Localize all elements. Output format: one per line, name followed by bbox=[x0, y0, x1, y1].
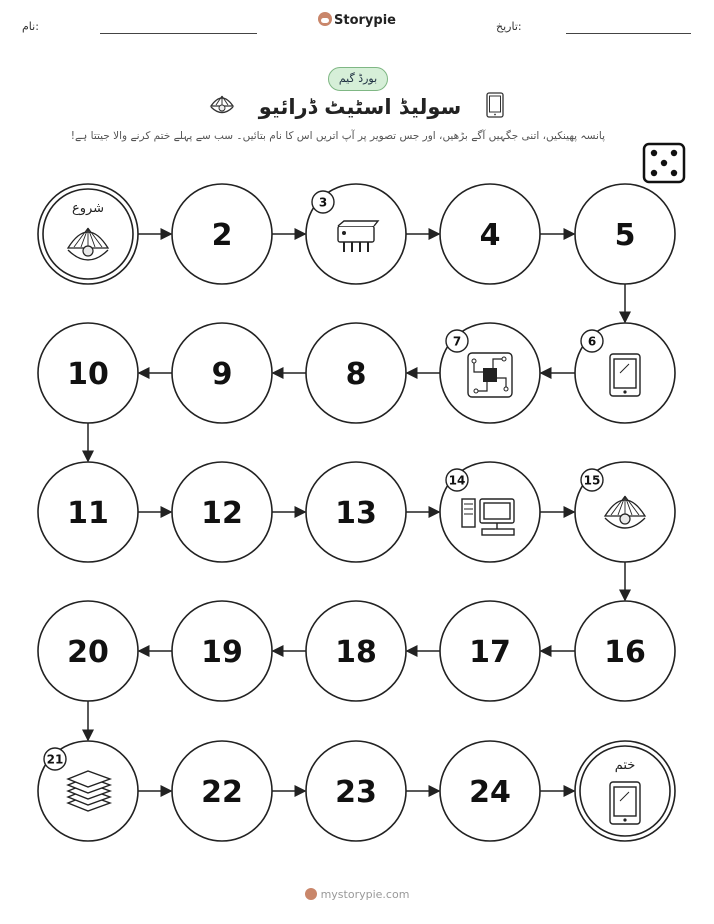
circuit-board-icon bbox=[468, 353, 512, 397]
space-number: 4 bbox=[479, 218, 501, 253]
title-text: سولیڈ اسٹیٹ ڈرائیو bbox=[258, 94, 462, 119]
board-space bbox=[575, 184, 675, 284]
space-number: 2 bbox=[211, 218, 233, 253]
footer-url bbox=[0, 888, 714, 901]
footer-text: mystorypie.com bbox=[320, 888, 410, 901]
tablet-icon bbox=[610, 782, 640, 824]
instructions: پانسہ پھینکیں، اتنی جگہیں آگے بڑھیں، اور جس تصویر پر آپ اتریں اس کا نام بتائیں۔ سب سے پہلے ختم کرنے والا جیتتا ہے! bbox=[70, 130, 605, 142]
board-space bbox=[575, 323, 675, 423]
space-number: 13 bbox=[335, 496, 377, 531]
space-number: 8 bbox=[345, 357, 367, 392]
board-space bbox=[440, 741, 540, 841]
space-number: 9 bbox=[211, 357, 233, 392]
board-space bbox=[38, 601, 138, 701]
space-number: 17 bbox=[469, 635, 511, 670]
board-space bbox=[440, 462, 540, 562]
name-label: نام: bbox=[22, 20, 39, 33]
space-number: 7 bbox=[452, 334, 462, 349]
space-number: 10 bbox=[67, 357, 109, 392]
paper-stack-icon bbox=[68, 771, 110, 811]
bear-footer-icon bbox=[305, 888, 317, 900]
space-number: 19 bbox=[201, 635, 243, 670]
board-space bbox=[575, 601, 675, 701]
space-number: 6 bbox=[587, 334, 597, 349]
board-space bbox=[440, 184, 540, 284]
space-number: 21 bbox=[46, 752, 64, 767]
board-space bbox=[306, 323, 406, 423]
board-space bbox=[306, 462, 406, 562]
finish-space bbox=[575, 741, 675, 841]
board-space bbox=[575, 462, 675, 562]
space-number: 16 bbox=[604, 635, 646, 670]
space-number: 24 bbox=[469, 775, 511, 810]
space-number: 22 bbox=[201, 775, 243, 810]
board-space bbox=[172, 462, 272, 562]
board-space bbox=[38, 323, 138, 423]
space-number: 12 bbox=[201, 496, 243, 531]
board-space bbox=[440, 323, 540, 423]
space-number: 18 bbox=[335, 635, 377, 670]
space-number: 15 bbox=[583, 473, 601, 488]
brand-text: Storypie bbox=[334, 13, 396, 28]
board-space bbox=[306, 741, 406, 841]
tablet-icon bbox=[610, 354, 640, 396]
space-number: 14 bbox=[448, 473, 466, 488]
board-space bbox=[38, 462, 138, 562]
space-number: 3 bbox=[318, 195, 328, 210]
board-space bbox=[306, 184, 406, 284]
space-number: 23 bbox=[335, 775, 377, 810]
finish-label: ختم bbox=[614, 758, 636, 773]
board-space bbox=[172, 741, 272, 841]
board-space bbox=[172, 601, 272, 701]
board-game-badge: بورڈ گیم bbox=[328, 67, 388, 91]
board-space bbox=[440, 601, 540, 701]
start-label: شروع bbox=[71, 201, 105, 216]
board-space bbox=[38, 741, 138, 841]
board-space bbox=[172, 323, 272, 423]
space-number: 5 bbox=[614, 218, 636, 253]
space-number: 20 bbox=[67, 635, 109, 670]
board-space bbox=[306, 601, 406, 701]
date-label: تاریخ: bbox=[496, 20, 522, 33]
board-space bbox=[172, 184, 272, 284]
start-space bbox=[38, 184, 138, 284]
space-number: 11 bbox=[67, 496, 109, 531]
